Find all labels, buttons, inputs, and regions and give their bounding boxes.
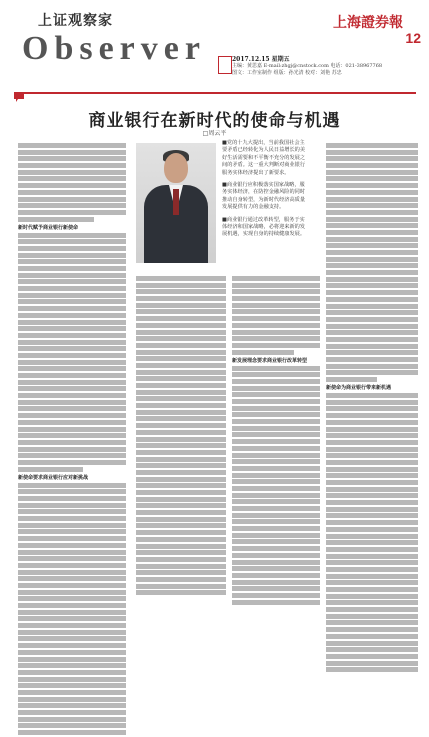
pull-quote: ■商业银行通过改革转型，服务于实体经济和国家战略，必将迎来新的发展机遇，实现自身的持续健康发展。 [222,216,306,238]
qr-code-icon [218,56,232,74]
article-column-4 [326,143,418,674]
article-column-1 [18,143,126,737]
page-header [0,0,429,100]
header-divider [14,92,416,94]
speech-bubble-icon [14,94,24,102]
section-title-english: Observer [22,30,206,67]
subhead: 新使命要求商业银行应对新挑战 [18,474,89,481]
page-number: 12 [405,30,421,46]
section-title: 上证观察家 [38,13,113,29]
pull-quote: ■党的十九大提出，当前我国社会主要矛盾已经转化为人民日益增长的美好生活需要和不平衡不充分的发展之间的矛盾。这一重大判断对商业银行服务实体经济提出了新要求。 [222,140,306,176]
subhead: 新时代赋予商业银行新使命 [18,224,79,231]
article-column-3 [232,276,320,606]
subhead: 新发展理念要求商业银行改革转型 [232,357,308,364]
article-byline: □周云平 [202,130,227,137]
pull-quotes [222,140,306,244]
article-column-2 [136,276,226,597]
pull-quote: ■商业银行应积极落实国家战略，服务实体经济，在防控金融风险的同时推动自身转型，为新时代经济高质量发展提供有力的金融支持。 [222,182,306,211]
subhead: 新使命为商业银行带来新机遇 [326,385,392,392]
newspaper-logo: 上海證券報 [333,15,403,31]
article-headline: 商业银行在新时代的使命与机遇 [88,111,341,131]
author-photo [136,143,216,263]
masthead-meta [232,56,417,77]
issue-date: 2017.12.15 星期五 [232,56,290,63]
production-info: 图文：工作室制作 组版：孙光清 校对：刘艳 苏忠 [232,70,342,76]
editor-info: 主编：黄思嘉 E-mail:zhgj@cnstock.com 电话：021-38967768 [232,63,383,69]
